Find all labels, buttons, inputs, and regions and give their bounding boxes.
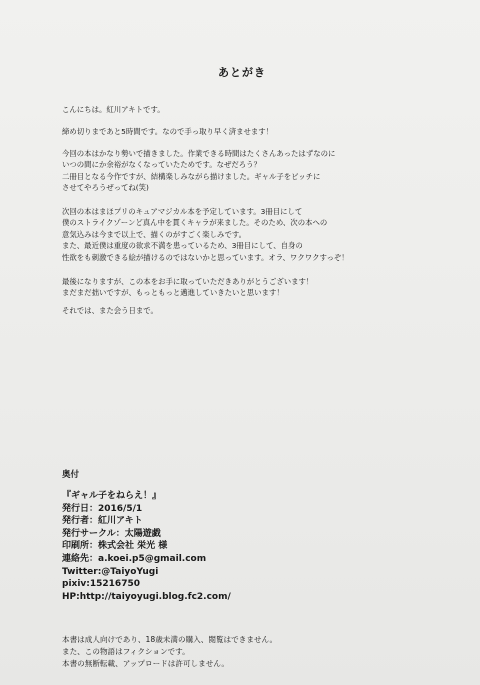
afterword-paragraph-4 (62, 206, 422, 263)
colophon-notice (62, 634, 277, 669)
afterword-line: まだまだ拙いですが、もっともっと邁進していきたいと思います！ (62, 288, 284, 298)
afterword-line: 今回の本はかなり勢いで描きました。作業できる時間はたくさんあったはずなのに (62, 149, 336, 158)
afterword-line: 最後になりますが、この本をお手に取っていただきありがとうございます！ (62, 277, 314, 286)
colophon-issue-date: 発行日：2016/5/1 (62, 503, 143, 514)
afterword-paragraph-3 (62, 148, 422, 194)
colophon-book-title: 『ギャル子をねらえ！』 (62, 491, 162, 501)
afterword-deadline: 締め切りまであと5時間です。なので手っ取り早く済ませます！ (62, 127, 274, 136)
afterword-closing: それでは、また会う日まで。 (62, 306, 158, 315)
colophon-heading: 奥付 (62, 470, 80, 480)
afterword-line: させてやろうぜってね(笑) (62, 183, 149, 193)
afterword-line: 意気込みは今まで以上で、描くのがすごく楽しみです。 (62, 229, 247, 239)
afterword-line: 僕のストライクゾーンど真ん中を貫くキャラが来ました。そのため、次の本への (62, 218, 328, 228)
afterword-paragraph-5 (62, 276, 422, 299)
colophon-printer: 印刷所：株式会社 栄光 様 (62, 541, 168, 552)
afterword-title: あとがき (218, 66, 266, 79)
afterword-line: 性欲をも刺激できる絵が描けるのではないかと思っています。オラ、ワクワクすっぞ！ (62, 252, 349, 262)
afterword-line: いつの間にか余裕がなくなっていたためです。なぜだろう？ (62, 160, 261, 170)
colophon-twitter: Twitter:@TaiyoYugi (62, 566, 159, 577)
afterword-greeting: こんにちは。紅川アキトです。 (62, 105, 165, 114)
colophon-pixiv: pixiv:15216750 (62, 579, 140, 590)
afterword-line: また、最近僕は重度の欲求不満を患っているため、3冊目にして、自身の (62, 241, 303, 251)
afterword-line: 二冊目となる今作ですが、結構楽しみながら描けました。ギャル子をビッチに (62, 171, 321, 181)
colophon-publisher: 発行者：紅川アキト (62, 516, 143, 527)
colophon-homepage: HP:http://taiyoyugi.blog.fc2.com/ (62, 591, 231, 602)
colophon-circle: 発行サークル：太陽遊戯 (62, 528, 161, 539)
afterword-line: 次回の本はまほプリのキュアマジカル本を予定しています。3冊目にして (62, 207, 303, 216)
notice-line: 本書は成人向けであり、18歳未満の購入、閲覧はできません。 (62, 635, 278, 644)
notice-line: 本書の無断転載、アップロードは許可しません。 (62, 658, 229, 668)
colophon-contact: 連絡先：a.koei.p5@gmail.com (62, 553, 207, 564)
notice-line: また、この物語はフィクションです。 (62, 646, 190, 656)
colophon-details (62, 490, 231, 603)
